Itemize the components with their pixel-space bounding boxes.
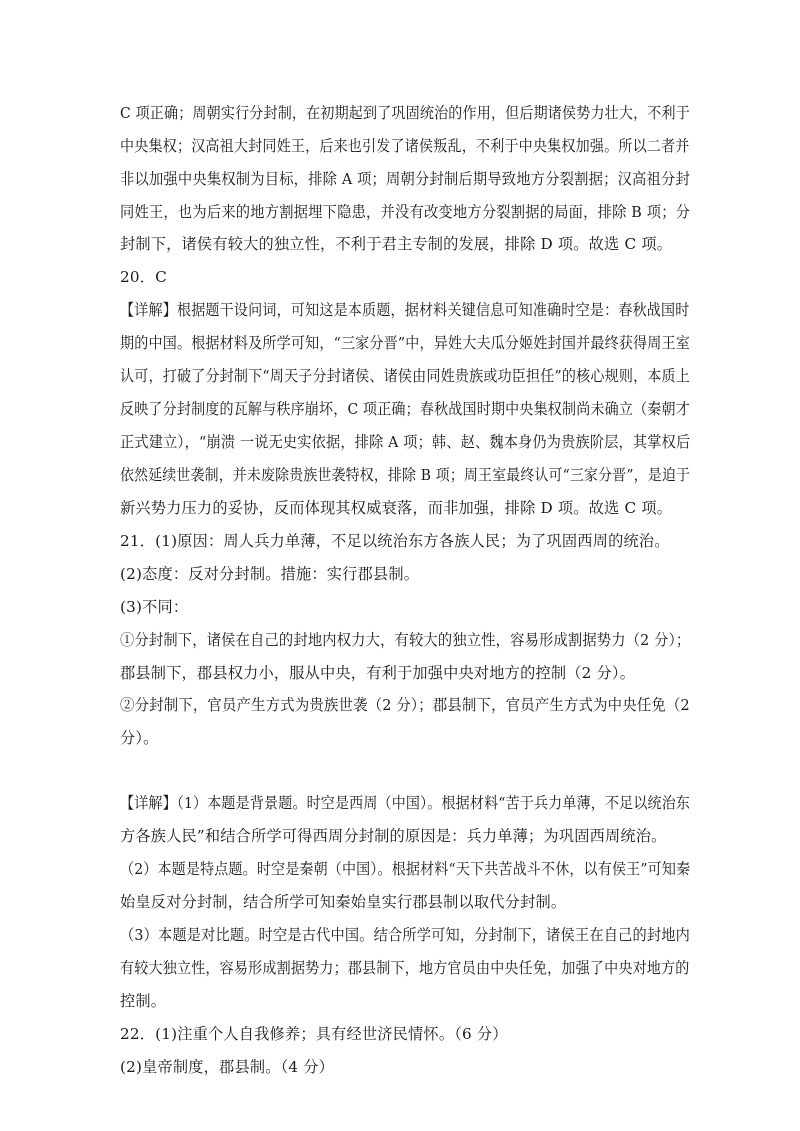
text-line: (2)皇帝制度，郡县制。（4 分）	[120, 1058, 335, 1076]
text-line: 非以加强中央集权制为目标，排除 A 项；周朝分封制后期导致地方分裂割据；汉高祖分封	[120, 170, 690, 188]
text-line: (2)态度：反对分封制。措施：实行郡县制。	[120, 565, 420, 583]
text-line: ②分封制下，官员产生方式为贵族世袭（2 分）；郡县制下，官员产生方式为中央任免（2	[120, 696, 690, 714]
text-line: 控制。	[120, 992, 167, 1010]
text-line: 正式建立），“崩溃 一说无史实依据，排除 A 项；韩、赵、魏本身仍为贵族阶层，其掌权后	[120, 433, 691, 451]
text-line: 有较大独立性，容易形成割据势力；郡县制下，地方官员由中央任免，加强了中央对地方的	[120, 959, 690, 977]
answer-20: 20．C	[120, 268, 167, 286]
answer-21: 21．(1)原因：周人兵力单薄，不足以统治东方各族人民；为了巩固西周的统治。	[120, 532, 670, 550]
text-line: C 项正确；周朝实行分封制，在初期起到了巩固统治的作用，但后期诸侯势力壮大，不利于	[120, 104, 690, 122]
text-line: 方各族人民”和结合所学可得西周分封制的原因是：兵力单薄；为巩固西周统治。	[120, 827, 667, 845]
text-line: 始皇反对分封制，结合所学可知秦始皇实行郡县制以取代分封制。	[120, 893, 567, 911]
text-line: ①分封制下，诸侯在自己的封地内权力大，有较大的独立性，容易形成割据势力（2 分）；	[120, 631, 691, 649]
text-line: （3）本题是对比题。时空是古代中国。结合所学可知，分封制下，诸侯王在自己的封地内	[120, 926, 690, 944]
text-line: 新兴势力压力的妥协，反而体现其权威衰落，而非加强，排除 D 项。故选 C 项。	[120, 499, 673, 517]
text-line: 依然延续世袭制，并未废除贵族世袭特权，排除 B 项；周王室最终认可“三家分晋”，是迫于	[120, 466, 691, 484]
text-line: 同姓王，也为后来的地方割据埋下隐患，并没有改变地方分裂割据的局面，排除 B 项；分	[120, 203, 691, 221]
text-line: 中央集权；汉高祖大封同姓王，后来也引发了诸侯叛乱，不利于中央集权加强。所以二者并	[120, 137, 690, 155]
text-line: 认可，打破了分封制下“周天子分封诸侯、诸侯由同姓贵族或功臣担任”的核心规则，本质上	[120, 367, 691, 385]
text-line: 郡县制下，郡县权力小，服从中央，有利于加强中央对地方的控制（2 分）。	[120, 664, 636, 682]
text-line: 分）。	[120, 729, 159, 747]
text-line: 反映了分封制度的瓦解与秩序崩坏，C 项正确；春秋战国时期中央集权制尚未确立（秦朝才	[120, 400, 690, 418]
answer-22: 22．(1)注重个人自我修养；具有经世济民情怀。（6 分）	[120, 1025, 508, 1043]
text-line: 期的中国。根据材料及所学可知，“三家分晋”中，异姓大夫瓜分姬姓封国并最终获得周王室	[120, 334, 691, 352]
text-line: （2）本题是特点题。时空是秦朝（中国）。根据材料“天下共苦战斗不休，以有侯王”可知秦	[120, 860, 691, 878]
text-line: 【详解】根据题干设问词，可知这是本质题，据材料关键信息可知准确时空是：春秋战国时	[120, 301, 690, 319]
text-line: (3)不同：	[120, 598, 189, 616]
text-line: 封制下，诸侯有较大的独立性，不利于君主专制的发展，排除 D 项。故选 C 项。	[120, 235, 673, 253]
text-line: 【详解】（1）本题是背景题。时空是西周（中国）。根据材料“苦于兵力单薄，不足以统治东	[120, 794, 691, 812]
